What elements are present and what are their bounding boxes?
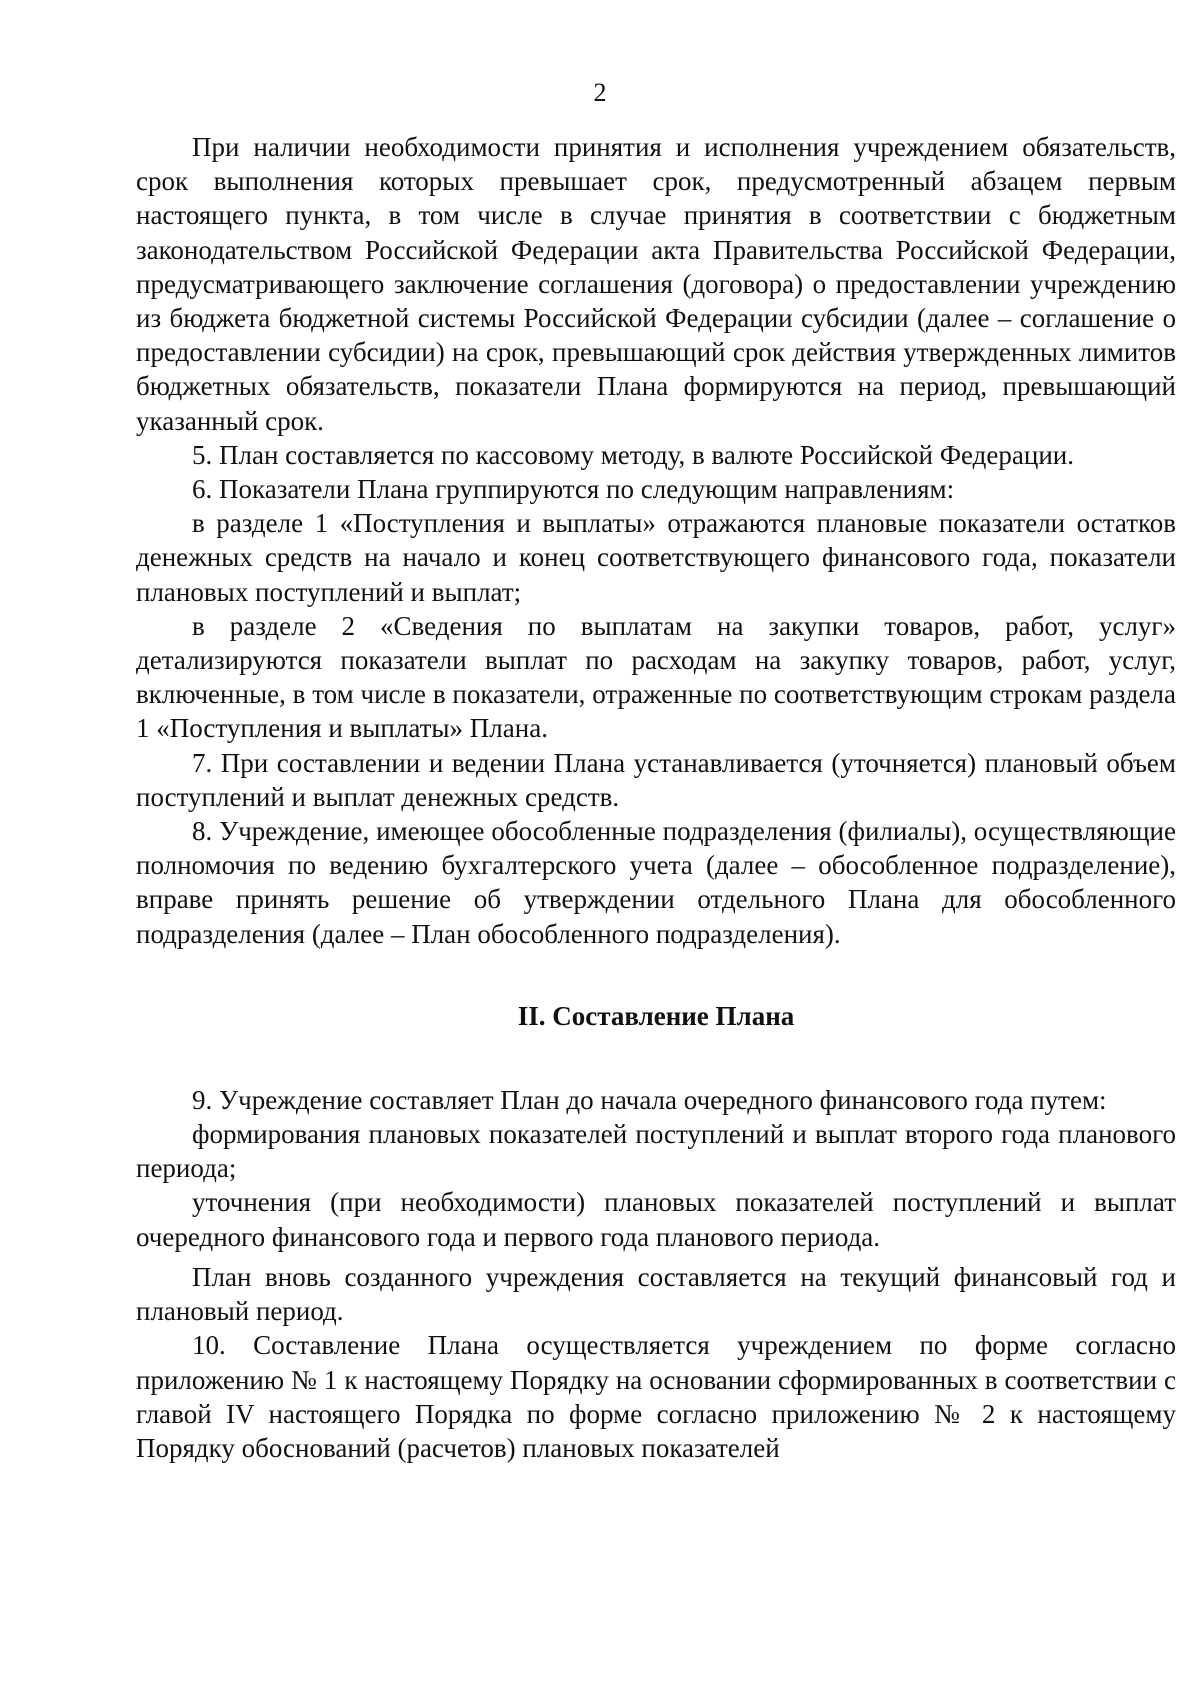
paragraph-7: 7. При составлении и ведении Плана устанавливается (уточняется) плановый объем поступлений и выплат денежных средств. bbox=[136, 747, 1176, 812]
paragraph-5: 5. План составляется по кассовому методу, в валюте Российской Федерации. bbox=[192, 439, 1074, 470]
paragraph-8: 8. Учреждение, имеющее обособленные подразделения (филиалы), осуществляющие полномочия по ведению бухгалтерского учета (далее – обособленное подразделение), вправе принять решение об утверждении отдельного Плана для обособленного подразделения (далее – План обособленного подразделения). bbox=[136, 816, 1176, 949]
paragraph-clarification: уточнения (при необходимости) плановых показателей поступлений и выплат очередного финансового года и первого года планового периода. bbox=[136, 1187, 1176, 1252]
paragraph-section-1: в разделе 1 «Поступления и выплаты» отражаются плановые показатели остатков денежных средств на начало и конец соответствующего финансового года, показатели плановых поступлений и выплат; bbox=[136, 508, 1176, 607]
paragraph-formation: формирования плановых показателей поступлений и выплат второго года планового периода; bbox=[136, 1119, 1176, 1184]
paragraph-6: 6. Показатели Плана группируются по следующим направлениям: bbox=[192, 474, 955, 505]
paragraph-section-2: в разделе 2 «Сведения по выплатам на закупки товаров, работ, услуг» детализируются показатели выплат по расходам на закупку товаров, работ, услуг, включенные, в том числе в показатели, отраженные по соответствующим строкам раздела 1 «Поступления и выплаты» Плана. bbox=[136, 610, 1176, 744]
paragraph-obligations: При наличии необходимости принятия и исполнения учреждением обязательств, срок выполнения которых превышает срок, предусмотренный абзацем первым настоящего пункта, в том числе в случае принятия в соответствии с бюджетным законодательством Российской Федерации акта Правительства Российской Федерации, предусматривающего заключение соглашения (договора) о предоставлении учреждению из бюджета бюджетной системы Российской Федерации субсидии (далее – соглашение о предоставлении субсидии) на срок, превышающий срок действия утвержденных лимитов бюджетных обязательств, показатели Плана формируются на период, превышающий указанный срок. bbox=[136, 132, 1176, 436]
paragraph-10: 10. Составление Плана осуществляется учреждением по форме согласно приложению № 1 к настоящему Порядку на основании сформированных в соответствии с главой IV настоящего Порядка по форме согласно приложению № 2 к настоящему Порядку обоснований (расчетов) плановых показателей bbox=[136, 1330, 1176, 1463]
section-heading: II. Составление Плана bbox=[517, 1000, 795, 1031]
paragraph-new-institution: План вновь созданного учреждения составляется на текущий финансовый год и плановый период. bbox=[136, 1261, 1176, 1327]
document-body bbox=[136, 130, 1176, 1465]
page-number: 2 bbox=[593, 78, 607, 107]
paragraph-9: 9. Учреждение составляет План до начала очередного финансового года путем: bbox=[192, 1084, 1107, 1115]
